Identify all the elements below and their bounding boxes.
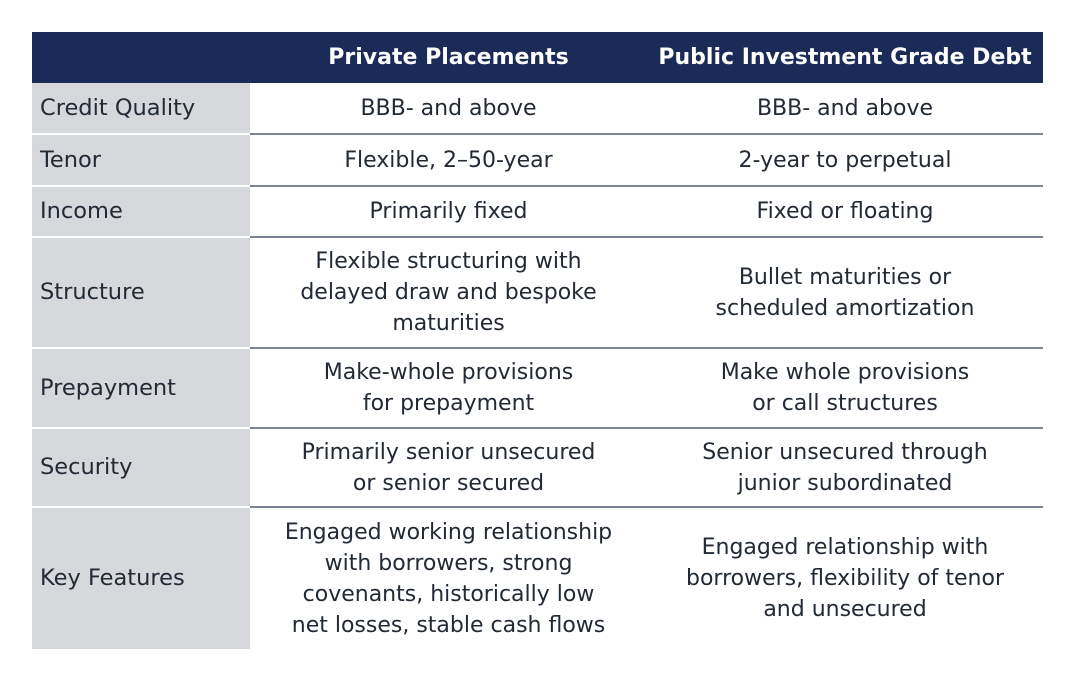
private-cell: Primarily senior unsecured or senior secured [250,428,647,507]
comparison-table [32,32,1043,649]
table-row-income [32,186,1043,237]
row-label: Security [32,428,250,507]
row-label: Key Features [32,507,250,649]
private-cell: BBB- and above [250,83,647,134]
table-row-security [32,428,1043,507]
private-cell: Engaged working relationship with borrowers, strong covenants, historically low net losses, stable cash flows [284,519,613,638]
table-row-credit-quality [32,83,1043,134]
public-cell: BBB- and above [647,83,1043,134]
row-label: Structure [32,237,250,348]
header-corner-cell [32,32,250,83]
table-row-key-features [32,507,1043,649]
table-row-tenor [32,134,1043,186]
public-cell: Fixed or floating [647,186,1043,237]
public-cell: 2-year to perpetual [647,134,1043,186]
table-row-structure [32,237,1043,348]
private-cell: Flexible, 2–50-year [250,134,647,186]
private-cell: Flexible structuring with delayed draw and bespoke maturities [250,237,647,348]
row-label: Tenor [32,134,250,186]
public-cell: Bullet maturities or scheduled amortization [647,237,1043,348]
public-cell: Senior unsecured through junior subordinated [647,428,1043,507]
private-cell: Make-whole provisions for prepayment [250,348,647,428]
public-cell: Make whole provisions or call structures [647,348,1043,428]
table-row-prepayment [32,348,1043,428]
header-private-placements: Private Placements [250,32,647,83]
row-label: Prepayment [32,348,250,428]
header-public-investment-grade-debt: Public Investment Grade Debt [647,32,1043,83]
header-row [32,32,1043,83]
public-cell: Engaged relationship with borrowers, flexibility of tenor and unsecured [685,535,1004,622]
row-label: Credit Quality [32,83,250,134]
row-label: Income [32,186,250,237]
private-cell: Primarily fixed [250,186,647,237]
